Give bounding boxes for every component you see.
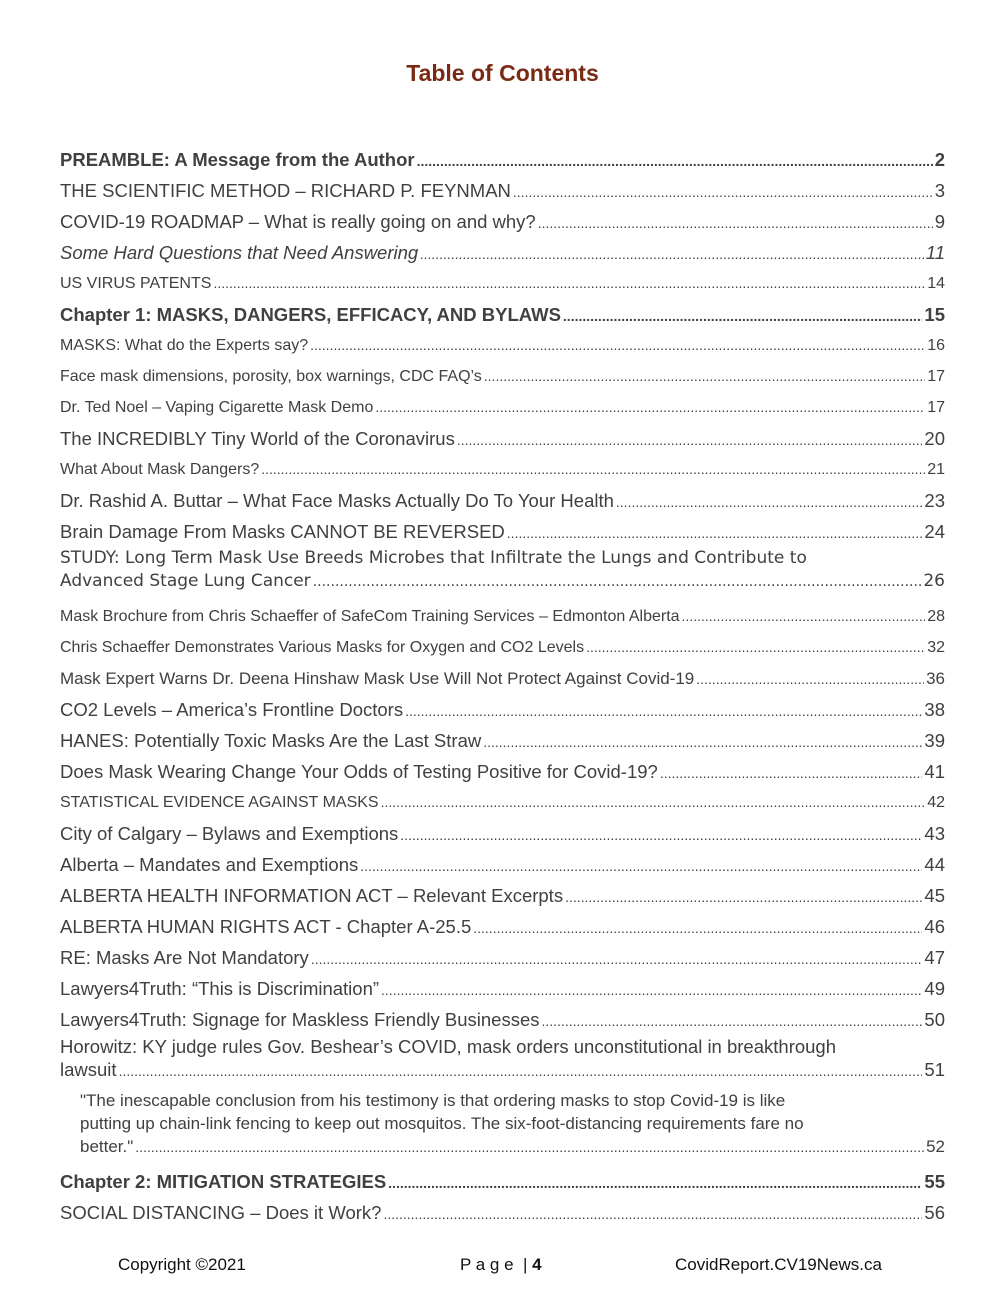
dot-leader [135, 1136, 924, 1159]
toc-entry-page: 28 [927, 608, 945, 625]
toc-entry-page: 49 [924, 978, 945, 999]
toc-entry-title: MASKS: What do the Experts say? [60, 337, 309, 354]
toc-entry[interactable] [60, 725, 945, 756]
toc-entry-title: better." [80, 1137, 134, 1156]
toc-entry-title: Some Hard Questions that Need Answering [60, 242, 419, 263]
toc-entry[interactable] [60, 516, 945, 547]
toc-entry-title: What About Mask Dangers? [60, 461, 260, 478]
toc-entry[interactable] [60, 361, 945, 392]
toc-entry-title: Lawyers4Truth: “This is Discrimination” [60, 978, 380, 999]
toc-entry-title: Does Mask Wearing Change Your Odds of Testing Positive for Covid-19? [60, 761, 658, 782]
dot-leader [119, 1060, 923, 1083]
dot-leader [311, 944, 923, 975]
toc-entry[interactable] [60, 423, 945, 454]
dot-leader [381, 975, 922, 1006]
dot-leader [538, 208, 933, 239]
toc-entry-title: Lawyers4Truth: Signage for Maskless Friendly Businesses [60, 1009, 540, 1030]
toc-entry-page: 45 [924, 885, 945, 906]
dot-leader [381, 787, 926, 818]
toc-entry[interactable] [60, 818, 945, 849]
dot-leader [513, 177, 933, 208]
toc-entry-title: ALBERTA HUMAN RIGHTS ACT - Chapter A-25.5 [60, 916, 472, 937]
toc-entry-page: 52 [926, 1137, 945, 1156]
toc-entry[interactable] [60, 1197, 945, 1228]
toc-entry-title: Chapter 2: MITIGATION STRATEGIES [60, 1171, 387, 1192]
dot-leader [417, 146, 933, 177]
toc-entry[interactable] [60, 849, 945, 880]
toc-entry-title: HANES: Potentially Toxic Masks Are the Last Straw [60, 730, 482, 751]
toc-entry-title: Chris Schaeffer Demonstrates Various Masks for Oxygen and CO2 Levels [60, 639, 585, 656]
toc-entry[interactable] [60, 547, 945, 593]
toc-entry[interactable] [60, 237, 945, 268]
toc-entry-page: 50 [924, 1009, 945, 1030]
toc-entry-page: 24 [924, 521, 945, 542]
toc-entry-page: 36 [926, 669, 945, 688]
toc-entry-title: SOCIAL DISTANCING – Does it Work? [60, 1202, 382, 1223]
dot-leader [563, 301, 923, 332]
toc-entry-title: THE SCIENTIFIC METHOD – RICHARD P. FEYNMAN [60, 180, 511, 201]
toc-entry-page: 17 [927, 399, 945, 416]
toc-entry-title: CO2 Levels – America’s Frontline Doctors [60, 699, 404, 720]
dot-leader [696, 664, 924, 695]
toc-entry[interactable] [60, 632, 945, 663]
dot-leader [682, 601, 926, 632]
toc-entry[interactable] [60, 175, 945, 206]
toc-entry[interactable] [60, 911, 945, 942]
toc-entry-page: 11 [925, 242, 945, 263]
toc-entry-page: 38 [924, 699, 945, 720]
toc-entry-title: STATISTICAL EVIDENCE AGAINST MASKS [60, 794, 379, 811]
toc-entry-title: STUDY: Long Term Mask Use Breeds Microbes that Infiltrate the Lungs and Contribute to [60, 548, 807, 568]
dot-leader [542, 1006, 923, 1037]
toc-entry-title: RE: Masks Are Not Mandatory [60, 947, 309, 968]
toc-entry-page: 43 [924, 823, 945, 844]
toc-entry-title: Face mask dimensions, porosity, box warnings, CDC FAQ’s [60, 368, 482, 385]
toc-entry[interactable] [60, 1166, 945, 1197]
toc-entry-title: Dr. Rashid A. Buttar – What Face Masks Actually Do To Your Health [60, 490, 614, 511]
toc-entry[interactable] [60, 1035, 945, 1081]
toc-entry-title: City of Calgary – Bylaws and Exemptions [60, 823, 399, 844]
dot-leader [375, 392, 925, 423]
toc-entry-title: putting up chain-link fencing to keep out mosquitos. The six-foot-distancing requirements fare no [80, 1114, 804, 1133]
toc-entry[interactable] [60, 1089, 945, 1158]
toc-entry-page: 56 [924, 1202, 945, 1223]
dot-leader [360, 851, 922, 882]
dot-leader [213, 268, 925, 299]
toc-entry[interactable] [60, 1004, 945, 1035]
toc-entry-title: Mask Expert Warns Dr. Deena Hinshaw Mask Use Will Not Protect Against Covid-19 [60, 669, 695, 688]
toc-entry-title: Chapter 1: MASKS, DANGERS, EFFICACY, AND BYLAWS [60, 304, 561, 325]
dot-leader [383, 1199, 922, 1230]
toc-entry-page: 15 [924, 304, 945, 325]
toc-entry-page: 55 [924, 1171, 945, 1192]
toc-entry-page: 23 [924, 490, 945, 511]
toc-entry[interactable] [60, 299, 945, 330]
toc-entry-title: Alberta – Mandates and Exemptions [60, 854, 359, 875]
toc-entry-title: "The inescapable conclusion from his testimony is that ordering masks to stop Covid-19 is like [80, 1091, 786, 1110]
toc-entry-title: US VIRUS PATENTS [60, 275, 212, 292]
toc-entry-title: The INCREDIBLY Tiny World of the Coronavirus [60, 428, 455, 449]
toc-entry[interactable] [60, 454, 945, 485]
dot-leader [261, 454, 925, 485]
toc-entry[interactable] [60, 663, 945, 694]
toc-entry[interactable] [60, 485, 945, 516]
toc-entry-title: Mask Brochure from Chris Schaeffer of SafeCom Training Services – Edmonton Alberta [60, 608, 680, 625]
toc-entry-page: 39 [924, 730, 945, 751]
toc-entry[interactable] [60, 756, 945, 787]
toc-entry[interactable] [60, 694, 945, 725]
dot-leader [616, 487, 923, 518]
dot-leader [484, 361, 925, 392]
dot-leader [565, 882, 922, 913]
toc-entry-page: 2 [934, 149, 945, 170]
toc-entry-page: 26 [923, 571, 945, 591]
dot-leader [388, 1168, 922, 1199]
dot-leader [310, 330, 925, 361]
toc-entry-page: 51 [924, 1059, 945, 1080]
dot-leader [660, 758, 923, 789]
toc-entry[interactable] [60, 787, 945, 818]
dot-leader [405, 696, 922, 727]
toc-entry-title: Advanced Stage Lung Cancer [60, 571, 311, 591]
dot-leader [420, 239, 924, 270]
toc-entry-page: 41 [924, 761, 945, 782]
toc-entry-page: 9 [934, 211, 945, 232]
dot-leader [400, 820, 922, 851]
toc-entry-page: 46 [924, 916, 945, 937]
toc-entry-title: Horowitz: KY judge rules Gov. Beshear’s COVID, mask orders unconstitutional in breakthrough [60, 1036, 837, 1057]
toc-entry-title: Brain Damage From Masks CANNOT BE REVERSED [60, 521, 505, 542]
footer-copyright: Copyright ©2021 [118, 1255, 246, 1274]
dot-leader [507, 518, 923, 549]
toc-entry[interactable] [60, 144, 945, 175]
toc-entry-page: 17 [927, 368, 945, 385]
toc-entry-page: 21 [927, 461, 945, 478]
dot-leader [586, 632, 925, 663]
toc-entry-title: PREAMBLE: A Message from the Author [60, 149, 415, 170]
footer-page-label: P a g e | [460, 1255, 528, 1274]
toc-entry-title: COVID-19 ROADMAP – What is really going on and why? [60, 211, 536, 232]
toc-entry-page: 16 [927, 337, 945, 354]
toc-entry-page: 32 [927, 639, 945, 656]
toc-entry-page: 14 [927, 275, 945, 292]
toc-entry[interactable] [60, 206, 945, 237]
table-of-contents [60, 144, 945, 1228]
toc-entry-page: 3 [934, 180, 945, 201]
toc-entry[interactable] [60, 880, 945, 911]
toc-entry-page: 47 [924, 947, 945, 968]
page-title: Table of Contents [406, 60, 599, 86]
toc-entry[interactable] [60, 268, 945, 299]
toc-entry-title: lawsuit [60, 1059, 117, 1080]
dot-leader [473, 913, 922, 944]
footer-page [460, 1255, 542, 1275]
toc-entry[interactable] [60, 330, 945, 361]
toc-entry-page: 20 [924, 428, 945, 449]
toc-entry[interactable] [60, 942, 945, 973]
toc-entry-title: ALBERTA HEALTH INFORMATION ACT – Relevant Excerpts [60, 885, 564, 906]
footer-site: CovidReport.CV19News.ca [675, 1255, 882, 1274]
toc-entry-page: 44 [924, 854, 945, 875]
toc-entry[interactable] [60, 392, 945, 423]
toc-entry-title: Dr. Ted Noel – Vaping Cigarette Mask Demo [60, 399, 374, 416]
dot-leader [457, 425, 923, 456]
dot-leader [483, 727, 922, 758]
toc-entry[interactable] [60, 973, 945, 1004]
toc-entry-page: 42 [927, 794, 945, 811]
footer-page-number: 4 [532, 1255, 542, 1274]
dot-leader [313, 571, 922, 594]
toc-entry[interactable] [60, 601, 945, 632]
